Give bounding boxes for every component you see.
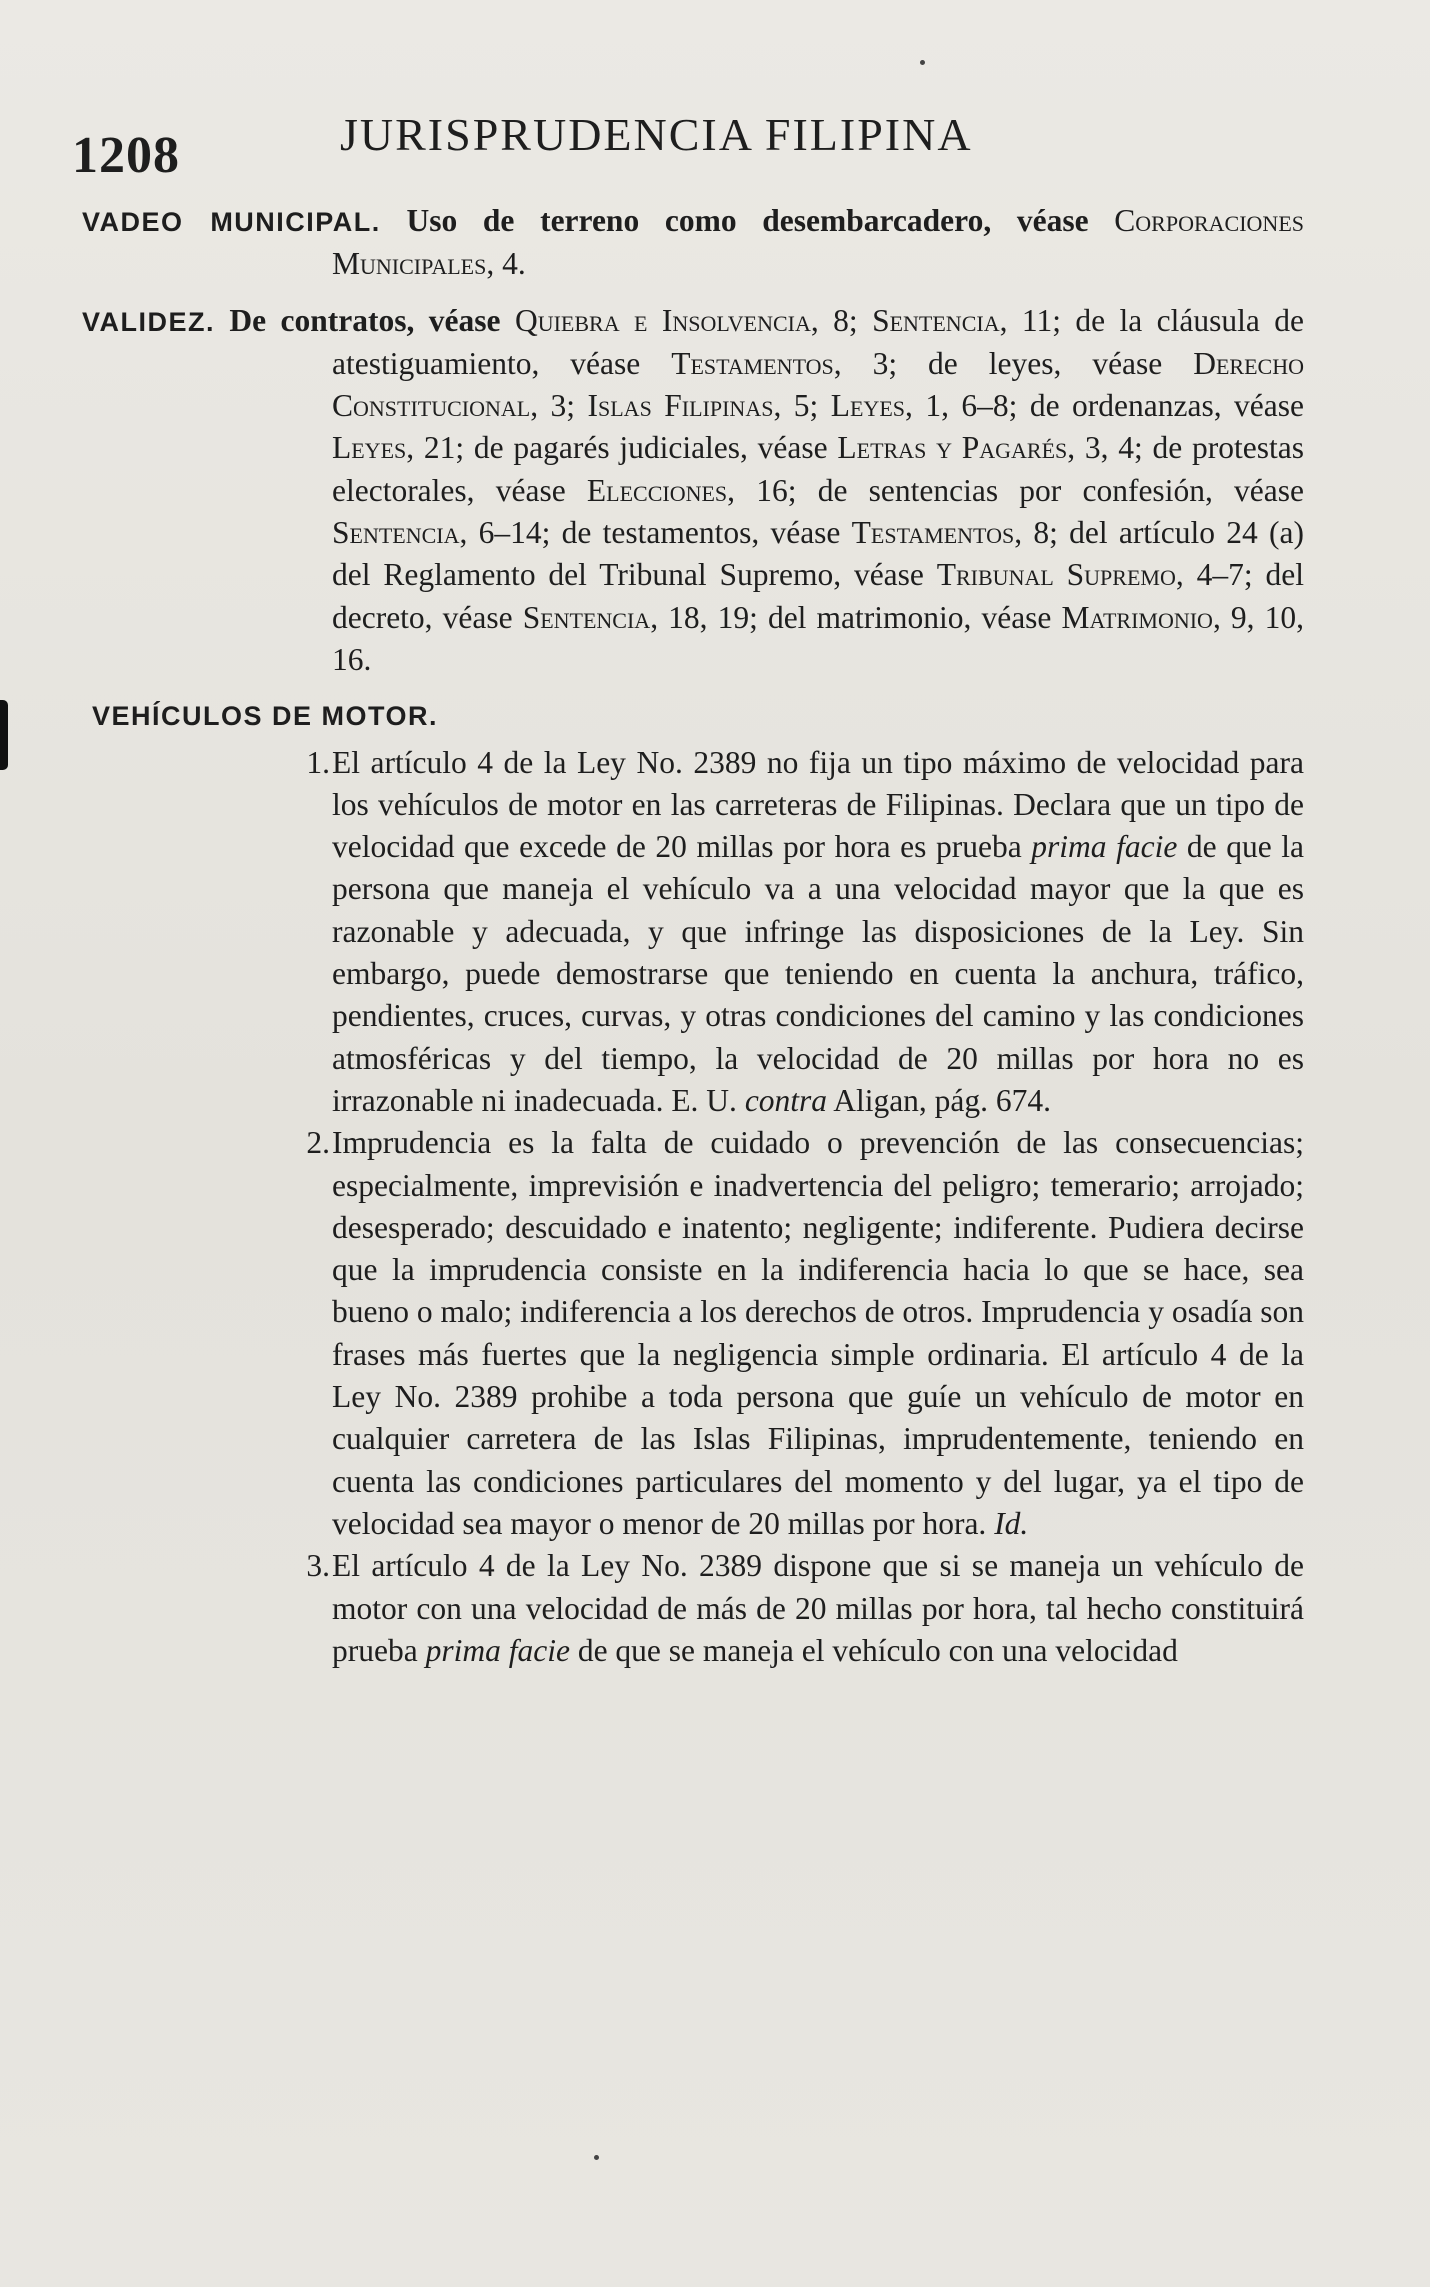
numbered-item: 1. El artículo 4 de la Ley No. 2389 no fija un tipo máximo de velocidad para los vehículos de motor en las carreteras de Filipinas. Declara que un tipo de velocidad que excede de 20 millas por hora es prueba prima facie de que la persona que maneja el vehículo va a una velocidad mayor que la que es razonable y adecuada, y que infringe las disposiciones de la Ley. Sin embargo, puede demostrarse que teniendo en cuenta la anchura, tráfico, pendientes, cruces, curvas, y otras condiciones del camino y las condiciones atmosféricas y del tiempo, la velocidad de 20 millas por hora no es irrazonable ni inadecuada. E. U. contra Aligan, pág. 674.: [82, 742, 1304, 1123]
entry-validez: [82, 300, 1304, 682]
cross-reference: Derecho Constitucional: [332, 345, 1304, 424]
cross-reference: Letras y Pagarés: [837, 430, 1068, 466]
cross-reference: Elecciones: [586, 472, 728, 508]
cross-reference: Sentencia: [332, 515, 460, 551]
cross-reference: Testamentos: [851, 515, 1015, 551]
cross-reference: Matrimonio: [1061, 599, 1213, 635]
page-body: [82, 200, 1304, 1672]
binding-mark: [0, 700, 8, 770]
page-header: [72, 108, 1312, 188]
entry-text: VADEO MUNICIPAL. Uso de terreno como desembarcadero, véase Corporaciones Municipales, 4.: [82, 203, 1304, 282]
cross-reference: Leyes: [830, 388, 905, 424]
running-title: JURISPRUDENCIA FILIPINA: [340, 109, 973, 160]
item-number: 3.: [306, 1548, 330, 1584]
entry-term: VALIDEZ.: [82, 306, 215, 337]
item-number: 2.: [306, 1125, 330, 1161]
cross-reference: Corporaciones Municipales: [332, 203, 1304, 282]
cross-reference: Sentencia: [872, 302, 1000, 338]
entry-term: VADEO MUNICIPAL.: [82, 207, 381, 237]
ink-speck: [594, 2155, 599, 2160]
section-heading-vehiculos: VEHÍCULOS DE MOTOR.: [92, 701, 439, 732]
numbered-item: 3. El artículo 4 de la Ley No. 2389 dispone que si se maneja un vehículo de motor con una velocidad de más de 20 millas por hora, tal hecho constituirá prueba prima facie de que se maneja el vehículo con una velocidad: [82, 1545, 1304, 1672]
entry-text: VALIDEZ. De contratos, véase Quiebra e Insolvencia, 8; Sentencia, 11; de la cláusula de atestiguamiento, véase Testamentos, 3; de leyes, véase Derecho Constitucional, 3; Islas Filipinas, 5; Leyes, 1, 6–8; de ordenanzas, véase Leyes, 21; de pagarés judiciales, véase Letras y Pagarés, 3, 4; de protestas electorales, véase Elecciones, 16; de sentencias por confesión, véase Sentencia, 6–14; de testamentos, véase Testamentos, 8; del artículo 24 (a) del Reglamento del Tribunal Supremo, véase Tribunal Supremo, 4–7; del decreto, véase Sentencia, 18, 19; del matrimonio, véase Matrimonio, 9, 10, 16.: [82, 302, 1305, 677]
cross-reference: Quiebra e Insolvencia: [514, 302, 811, 338]
item-number: 1.: [306, 744, 330, 780]
ink-speck: [920, 60, 925, 65]
cross-reference: Sentencia: [522, 599, 651, 635]
cross-reference: Islas Filipinas: [587, 388, 774, 424]
numbered-item: 2. Imprudencia es la falta de cuidado o prevención de las consecuencias; especialmente, imprevisión e inadvertencia del peligro; temerario; arrojado; desesperado; descuidado e inatento; negligente; indiferente. Pudiera decirse que la imprudencia consiste en la indiferencia hacia lo que se hace, sea bueno o malo; indiferencia a los derechos de otros. Imprudencia y osadía son frases más fuertes que la negligencia simple ordinaria. El artículo 4 de la Ley No. 2389 prohibe a toda persona que guíe un vehículo de motor en cualquier carretera de las Islas Filipinas, imprudentemente, teniendo en cuenta las condiciones particulares del momento y del lugar, ya el tipo de velocidad sea mayor o menor de 20 millas por hora. Id.: [82, 1122, 1304, 1545]
cross-reference: Leyes: [332, 430, 407, 466]
page-number: 1208: [72, 127, 180, 184]
entry-vadeo-municipal: [82, 200, 1304, 286]
cross-reference: Testamentos: [671, 345, 834, 381]
cross-reference: Tribunal Supremo: [936, 557, 1176, 593]
